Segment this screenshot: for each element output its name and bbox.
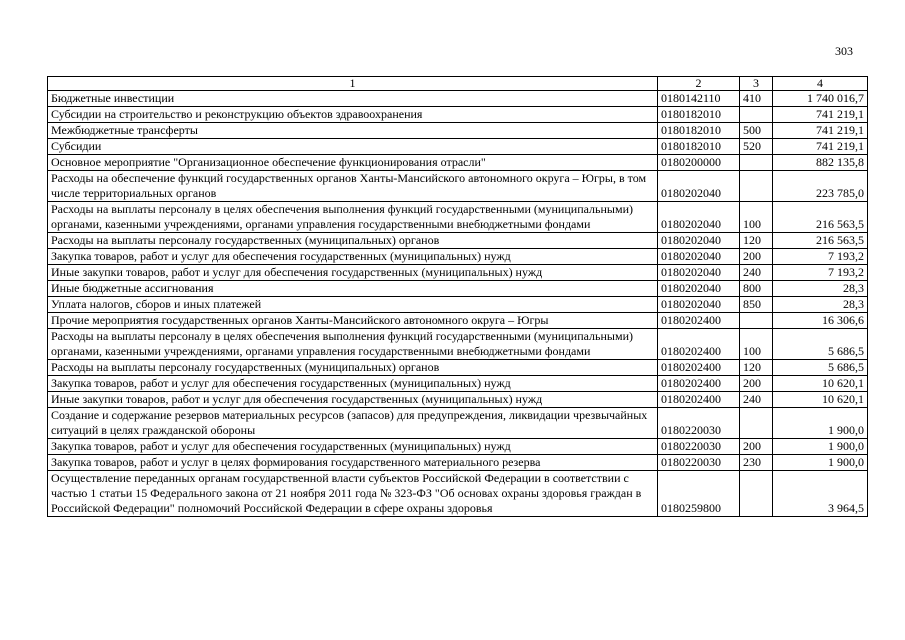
row-expense-type: 240	[740, 265, 773, 281]
row-name: Прочие мероприятия государственных органов Ханты-Мансийского автономного округа – Югры	[48, 313, 658, 329]
row-expense-type: 230	[740, 455, 773, 471]
row-code: 0180202040	[658, 171, 740, 202]
row-sum: 741 219,1	[773, 123, 868, 139]
row-sum: 7 193,2	[773, 265, 868, 281]
row-expense-type: 800	[740, 281, 773, 297]
row-code: 0180182010	[658, 123, 740, 139]
row-code: 0180202400	[658, 392, 740, 408]
row-sum: 10 620,1	[773, 376, 868, 392]
row-code: 0180202400	[658, 360, 740, 376]
table-row	[48, 281, 868, 297]
table-header-row	[48, 77, 868, 91]
row-expense-type	[740, 107, 773, 123]
row-sum: 1 740 016,7	[773, 91, 868, 107]
table-row	[48, 107, 868, 123]
row-code: 0180220030	[658, 439, 740, 455]
row-name: Создание и содержание резервов материальных ресурсов (запасов) для предупреждения, ликвидации чрезвычайных ситуаций в целях гражданской обороны	[48, 408, 658, 439]
header-col-1: 1	[48, 77, 658, 91]
row-name: Основное мероприятие "Организационное обеспечение функционирования отрасли"	[48, 155, 658, 171]
row-code: 0180202040	[658, 249, 740, 265]
table-row	[48, 91, 868, 107]
table-row	[48, 249, 868, 265]
row-sum: 28,3	[773, 297, 868, 313]
row-sum: 1 900,0	[773, 455, 868, 471]
row-name: Закупка товаров, работ и услуг для обеспечения государственных (муниципальных) нужд	[48, 249, 658, 265]
row-expense-type: 850	[740, 297, 773, 313]
table-row	[48, 329, 868, 360]
row-name: Расходы на обеспечение функций государственных органов Ханты-Мансийского автономного округа – Югры, в том числе территориальных органов	[48, 171, 658, 202]
row-sum: 5 686,5	[773, 329, 868, 360]
row-sum: 216 563,5	[773, 202, 868, 233]
header-col-3: 3	[740, 77, 773, 91]
table-row	[48, 123, 868, 139]
row-sum: 1 900,0	[773, 439, 868, 455]
row-code: 0180200000	[658, 155, 740, 171]
table-row	[48, 439, 868, 455]
table-row	[48, 171, 868, 202]
row-code: 0180202040	[658, 281, 740, 297]
row-name: Субсидии	[48, 139, 658, 155]
row-expense-type	[740, 171, 773, 202]
row-name: Закупка товаров, работ и услуг в целях формирования государственного материального резерва	[48, 455, 658, 471]
row-expense-type: 100	[740, 202, 773, 233]
table-row	[48, 313, 868, 329]
row-code: 0180259800	[658, 471, 740, 517]
row-expense-type: 200	[740, 439, 773, 455]
page-number: 303	[835, 44, 853, 58]
row-name: Межбюджетные трансферты	[48, 123, 658, 139]
row-name: Расходы на выплаты персоналу государственных (муниципальных) органов	[48, 233, 658, 249]
row-code: 0180220030	[658, 408, 740, 439]
row-name: Закупка товаров, работ и услуг для обеспечения государственных (муниципальных) нужд	[48, 439, 658, 455]
row-code: 0180182010	[658, 107, 740, 123]
table-row	[48, 233, 868, 249]
row-expense-type: 100	[740, 329, 773, 360]
row-sum: 741 219,1	[773, 107, 868, 123]
table-row	[48, 376, 868, 392]
row-code: 0180202040	[658, 202, 740, 233]
row-name: Бюджетные инвестиции	[48, 91, 658, 107]
row-name: Иные закупки товаров, работ и услуг для обеспечения государственных (муниципальных) нужд	[48, 392, 658, 408]
table-row	[48, 265, 868, 281]
row-sum: 882 135,8	[773, 155, 868, 171]
row-sum: 3 964,5	[773, 471, 868, 517]
row-expense-type: 120	[740, 360, 773, 376]
row-name: Уплата налогов, сборов и иных платежей	[48, 297, 658, 313]
row-expense-type	[740, 155, 773, 171]
row-code: 0180202040	[658, 297, 740, 313]
row-name: Расходы на выплаты персоналу в целях обеспечения выполнения функций государственными (муниципальными) органами, казенными учреждениями, органами управления государственными внебюджетными фондами	[48, 202, 658, 233]
row-sum: 741 219,1	[773, 139, 868, 155]
row-code: 0180202400	[658, 329, 740, 360]
row-name: Закупка товаров, работ и услуг для обеспечения государственных (муниципальных) нужд	[48, 376, 658, 392]
row-sum: 28,3	[773, 281, 868, 297]
row-name: Осуществление переданных органам государственной власти субъектов Российской Федерации в соответствии с частью 1 статьи 15 Федерального закона от 21 ноября 2011 года № 323-ФЗ "Об основах охраны здоровья граждан в Российской Федерации" полномочий Российской Федерации в сфере охраны здоровья	[48, 471, 658, 517]
table-body	[48, 91, 868, 517]
row-code: 0180202040	[658, 265, 740, 281]
row-sum: 5 686,5	[773, 360, 868, 376]
row-name: Иные закупки товаров, работ и услуг для обеспечения государственных (муниципальных) нужд	[48, 265, 658, 281]
row-expense-type	[740, 471, 773, 517]
table-row	[48, 471, 868, 517]
row-sum: 216 563,5	[773, 233, 868, 249]
row-expense-type: 200	[740, 376, 773, 392]
row-expense-type: 520	[740, 139, 773, 155]
header-col-2: 2	[658, 77, 740, 91]
row-code: 0180202400	[658, 376, 740, 392]
row-name: Расходы на выплаты персоналу в целях обеспечения выполнения функций государственными (муниципальными) органами, казенными учреждениями, органами управления государственными внебюджетными фондами	[48, 329, 658, 360]
row-sum: 10 620,1	[773, 392, 868, 408]
row-expense-type	[740, 313, 773, 329]
table-row	[48, 139, 868, 155]
row-sum: 1 900,0	[773, 408, 868, 439]
table-row	[48, 408, 868, 439]
table-row	[48, 360, 868, 376]
row-expense-type: 500	[740, 123, 773, 139]
budget-table	[47, 76, 868, 517]
row-code: 0180220030	[658, 455, 740, 471]
row-name: Субсидии на строительство и реконструкцию объектов здравоохранения	[48, 107, 658, 123]
table-row	[48, 155, 868, 171]
row-code: 0180202040	[658, 233, 740, 249]
row-sum: 223 785,0	[773, 171, 868, 202]
row-expense-type: 410	[740, 91, 773, 107]
row-code: 0180202400	[658, 313, 740, 329]
row-name: Расходы на выплаты персоналу государственных (муниципальных) органов	[48, 360, 658, 376]
row-expense-type: 200	[740, 249, 773, 265]
row-code: 0180182010	[658, 139, 740, 155]
row-sum: 16 306,6	[773, 313, 868, 329]
row-name: Иные бюджетные ассигнования	[48, 281, 658, 297]
table-row	[48, 455, 868, 471]
row-sum: 7 193,2	[773, 249, 868, 265]
row-code: 0180142110	[658, 91, 740, 107]
table-row	[48, 392, 868, 408]
row-expense-type: 120	[740, 233, 773, 249]
table-row	[48, 297, 868, 313]
table-row	[48, 202, 868, 233]
row-expense-type	[740, 408, 773, 439]
header-col-4: 4	[773, 77, 868, 91]
row-expense-type: 240	[740, 392, 773, 408]
